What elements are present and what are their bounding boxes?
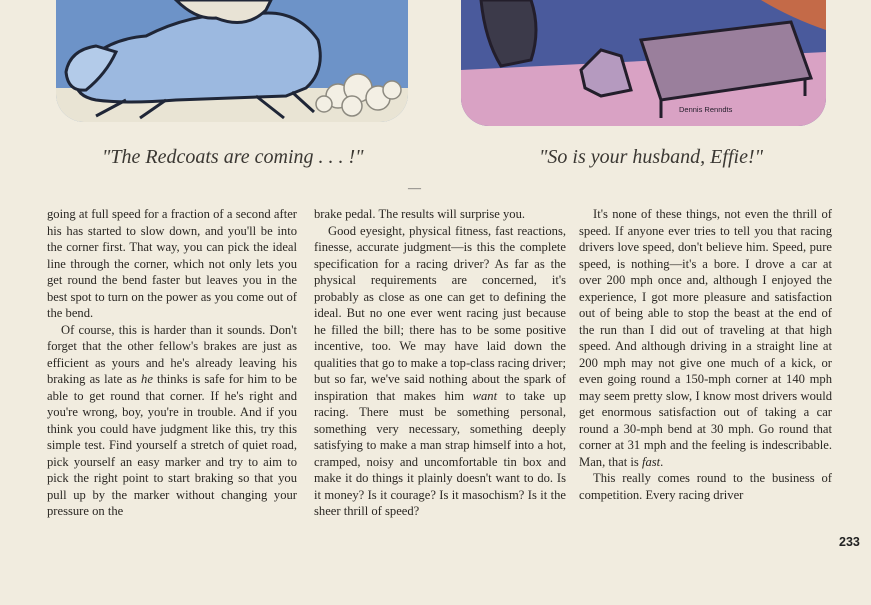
paragraph: Of course, this is harder than it sounds. Don't forget that the other fellow's brakes are just as efficient as yours and he's already leaving his braking as late as he thinks is safe for him to be able to get round that corner. If he's right and you're wrong, boy, you're in trouble. And if you think you could have judgment like this, try this simple test. Find yourself a stretch of quiet road, pick yourself an easy marker and try to aim to pick the right point to start braking so that you pull up by the marker without changing your pressure on the <box>47 322 297 518</box>
paragraph: It's none of these things, not even the thrill of speed. If anyone ever tries to tell you that racing drivers love speed, don't believe him. Speed, pure speed, is nothing—it's a bore. I drove a car at over 200 mph once and, although I enjoyed the experience, I got more pleasure and satisfaction out of being able to stop the beast at the end of the run than I did out of traveling at that high speed. And although driving in a straight line at 200 mph may not give one much of a kick, or even going round a 150-mph corner at 140 mph may seem pretty slow, I know most drivers would get enormous satisfaction out of taking a car round a 30-mph bend at 30 mph. Go round that corner at 31 mph and the feeling is indescribable. Man, that is fast. <box>579 207 832 469</box>
paragraph: This really comes round to the business of competition. Every racing driver <box>579 471 832 502</box>
artist-signature: Dennis Renndts <box>679 105 733 114</box>
section-separator: — <box>408 180 421 195</box>
text-column-1 <box>47 206 297 520</box>
caption-left: "The Redcoats are coming . . . !" <box>102 146 364 168</box>
illustration-effie <box>461 0 826 126</box>
page-number: 233 <box>839 535 860 549</box>
text-column-3 <box>579 206 832 503</box>
paragraph: going at full speed for a fraction of a second after his has started to slow down, and you'll be into the corner first. That way, you can pick the ideal line through the corner, which not only lets you get round the bend faster but leaves you in the best spot to turn on the power as you come out of the bend. <box>47 207 297 320</box>
illustration-redcoats <box>56 0 408 122</box>
text-column-2 <box>314 206 566 520</box>
paragraph: Good eyesight, physical fitness, fast reactions, finesse, accurate judgment—is this the complete specification for a racing driver? As far as the physical requirements are concerned, it's probably as close as one can get to defining the ideal. But no one ever went racing just because he filled the bill; there has to be some positive incentive, too. We may have laid down the qualities that go to make a top-class racing driver; but so far, we've said nothing about the spark of inspiration that makes him want to take up racing. There must be something personal, something very necessary, something deeply satisfying to make a man strap himself into a hot, cramped, noisy and uncomfortable tin box and make it do things it plainly doesn't want to do. Is it money? Is it courage? Is it masochism? Is it the sheer thrill of speed? <box>314 223 566 518</box>
paragraph: brake pedal. The results will surprise you. <box>314 207 526 221</box>
caption-right: "So is your husband, Effie!" <box>539 146 764 168</box>
